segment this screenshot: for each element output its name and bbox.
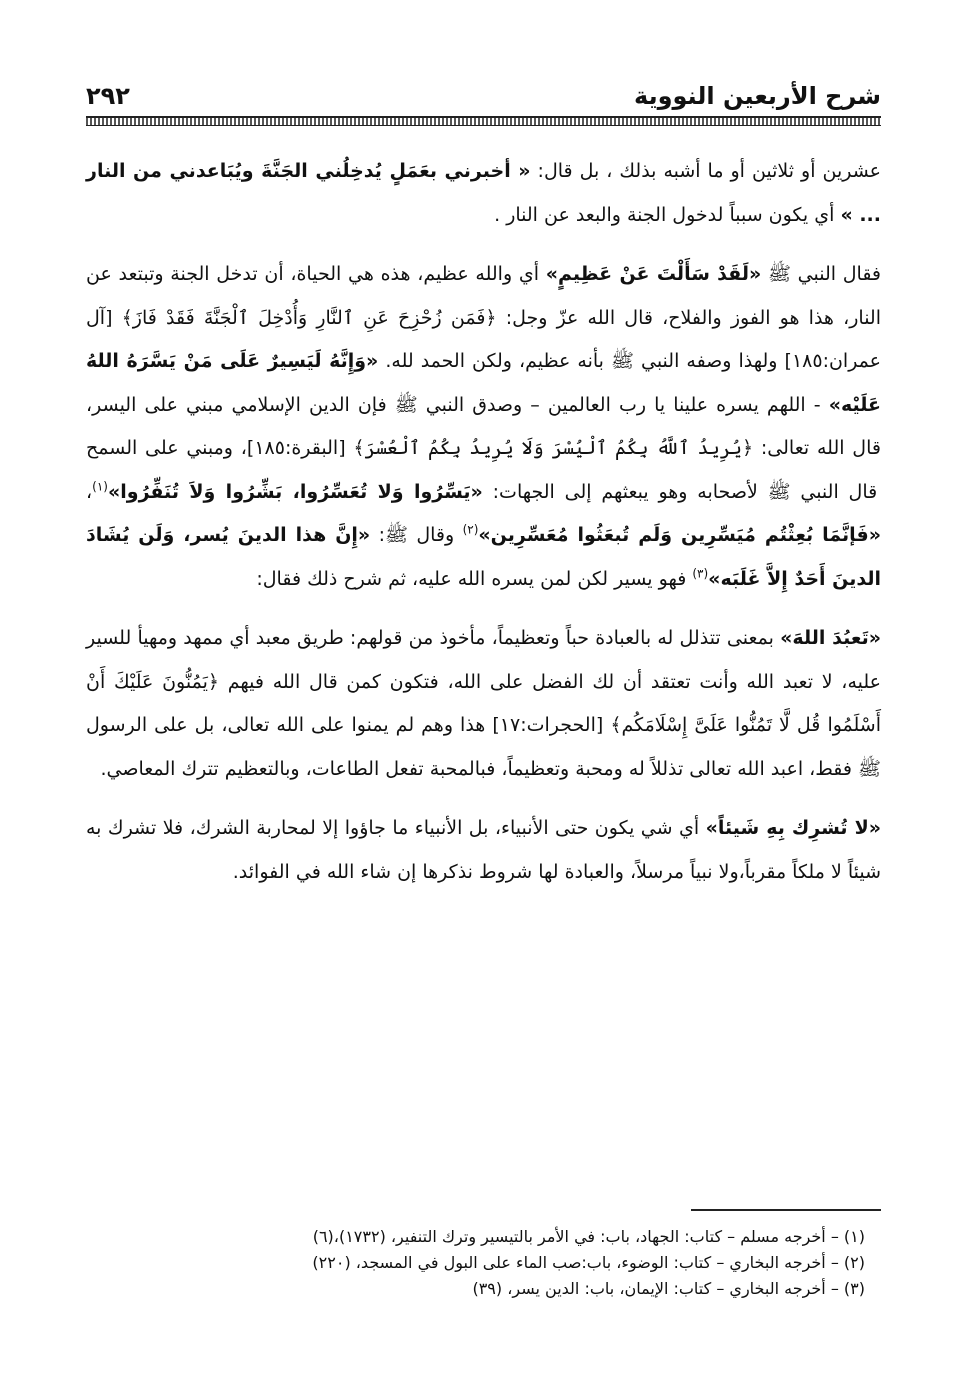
hadith-quote: «تَعبُدَ اللهَ» [780, 627, 881, 649]
text-run: [الحجرات:١٧] هذا وهم لم يمنوا على الله تعالى، بل على الرسول ﷺ فقط، اعبد الله تعالى تذللاً له ومحبة وتعظيماً، فبالمحبة تفعل الطاعات، وبالتعظيم تترك المعاصي. [86, 714, 881, 780]
text-run: أي شي يكون حتى الأنبياء، بل الأنبياء ما جاؤوا إلا لمحاربة الشرك، فلا تشرك به شيئاً لا ملكاً مقرباً،ولا نبياً مرسلاً، والعبادة لها شروط نذكرها إن شاء الله في الفوائد. [86, 817, 881, 883]
text-run: أي والله عظيم، هذه هي الحياة، أن تدخل الجنة وتبتعد عن النار، هذا هو الفوز والفلاح، قال الله عزّ وجل: [86, 263, 882, 329]
quran-verse: ﴿يُرِيدُ ٱللَّهُ بِكُمُ ٱلْيُسْرَ وَلَا يُرِيدُ بِكُمُ ٱلْعُسْرَ﴾ [353, 437, 754, 459]
text-run: [البقرة:١٨٥]، ومبني على السمح قال النبي ﷺ لأصحابه وهو يبعثهم إلى الجهات: [86, 437, 878, 503]
footnote-ref: (١) [92, 479, 108, 494]
running-title: شرح الأربعين النووية [634, 82, 881, 110]
paragraph-1 [86, 150, 881, 237]
hadith-quote: «فَإنَّمَا بُعِثْتُم مُيَسِّرِين وَلَم تُبعَثُوا مُعَسِّرِين» [478, 524, 881, 546]
page-number: ٢٩٢ [86, 82, 130, 110]
text-run: بمعنى تتذلل له بالعبادة حباً وتعظيماً، مأخوذ من قولهم: طريق معبد أي ممهد ومهيأ للسير عليه، لا تعبد الله وأنت تعتقد أن لك الفضل على الله، فتكون كمن قال الله فيهم [86, 627, 881, 693]
page-header [86, 78, 881, 114]
hadith-quote: «لَقَدْ سَأَلْتَ عَنْ عَظِيمٍ» [545, 263, 762, 285]
text-run: عشرين أو ثلاثين أو ما أشبه بذلك ، بل قال: [537, 160, 881, 182]
paragraph-2 [86, 253, 881, 601]
text-run: - اللهم يسره علينا يا رب العالمين – وصدق النبي ﷺ فإن الدين الإسلامي مبني على اليسر، قال الله تعالى: [86, 393, 881, 459]
hadith-quote: «لا تُشرِك بِهِ شَيئاً» [705, 817, 881, 839]
quran-verse: ﴿يَمُنُّونَ عَلَيْكَ أَنْ أَسْلَمُوا قُل لَّا تَمُنُّوا عَلَىَّ إِسْلَامَكُم﴾ [86, 670, 882, 736]
footnote-ref: (٢) [462, 522, 479, 537]
paragraph-3 [86, 617, 881, 791]
footnote-1: (١) – أخرجه مسلم – كتاب: الجهاد، باب: في الأمر بالتيسير وترك التنفير، (١٧٣٢)،(٦) [312, 1227, 865, 1246]
header-divider [86, 116, 881, 126]
footnotes [86, 1224, 881, 1302]
text-run: وقال ﷺ: [370, 524, 455, 546]
quran-verse: ﴿فَمَن زُحْزِحَ عَنِ ٱلنَّارِ وَأُدْخِلَ ٱلْجَنَّةَ فَقَدْ فَازَ﴾ [121, 306, 497, 329]
text-run: ، [86, 480, 93, 503]
text-run: [آل عمران:١٨٥] ولهذا وصفه النبي ﷺ بأنه عظيم، ولكن الحمد لله. [86, 306, 882, 372]
main-text [86, 150, 881, 910]
text-run: أي يكون سبباً لدخول الجنة والبعد عن النار . [494, 203, 835, 226]
footnote-2: (٢) – أخرجه البخاري – كتاب: الوضوء، باب:صب الماء على البول في المسجد، (٢٢٠) [312, 1253, 865, 1272]
hadith-quote: «يَسِّرُوا وَلا تُعَسِّرُوا، بَشِّرُوا وَلاَ تُنَفِّرُوا» [107, 480, 483, 503]
hadith-quote: « أخبرني بعَمَلٍ يُدخِلُني الجَنَّةَ ويُبَاعدني من النار ... » [86, 160, 881, 226]
footnote-ref: (٣) [692, 566, 709, 581]
paragraph-4 [86, 807, 881, 894]
text-run: فقال النبي ﷺ [761, 263, 882, 285]
hadith-quote: «إِنَّ هذا الدينَ يُسر، وَلَن يُشَادَ الدينَ أَحَدٌ إِلاَّ غَلَبَه» [86, 524, 881, 590]
footnote-divider [691, 1209, 881, 1211]
hadith-quote: «وَإِنَّهُ لَيَسِيرٌ عَلَى مَنْ يَسَّرَهُ اللهُ عَلَيْه» [86, 350, 881, 416]
text-run: فهو يسير لكن لمن يسره الله عليه، ثم شرح ذلك فقال: [256, 567, 687, 590]
footnote-3: (٣) – أخرجه البخاري – كتاب: الإيمان، باب: الدين يسر، (٣٩) [472, 1279, 865, 1298]
